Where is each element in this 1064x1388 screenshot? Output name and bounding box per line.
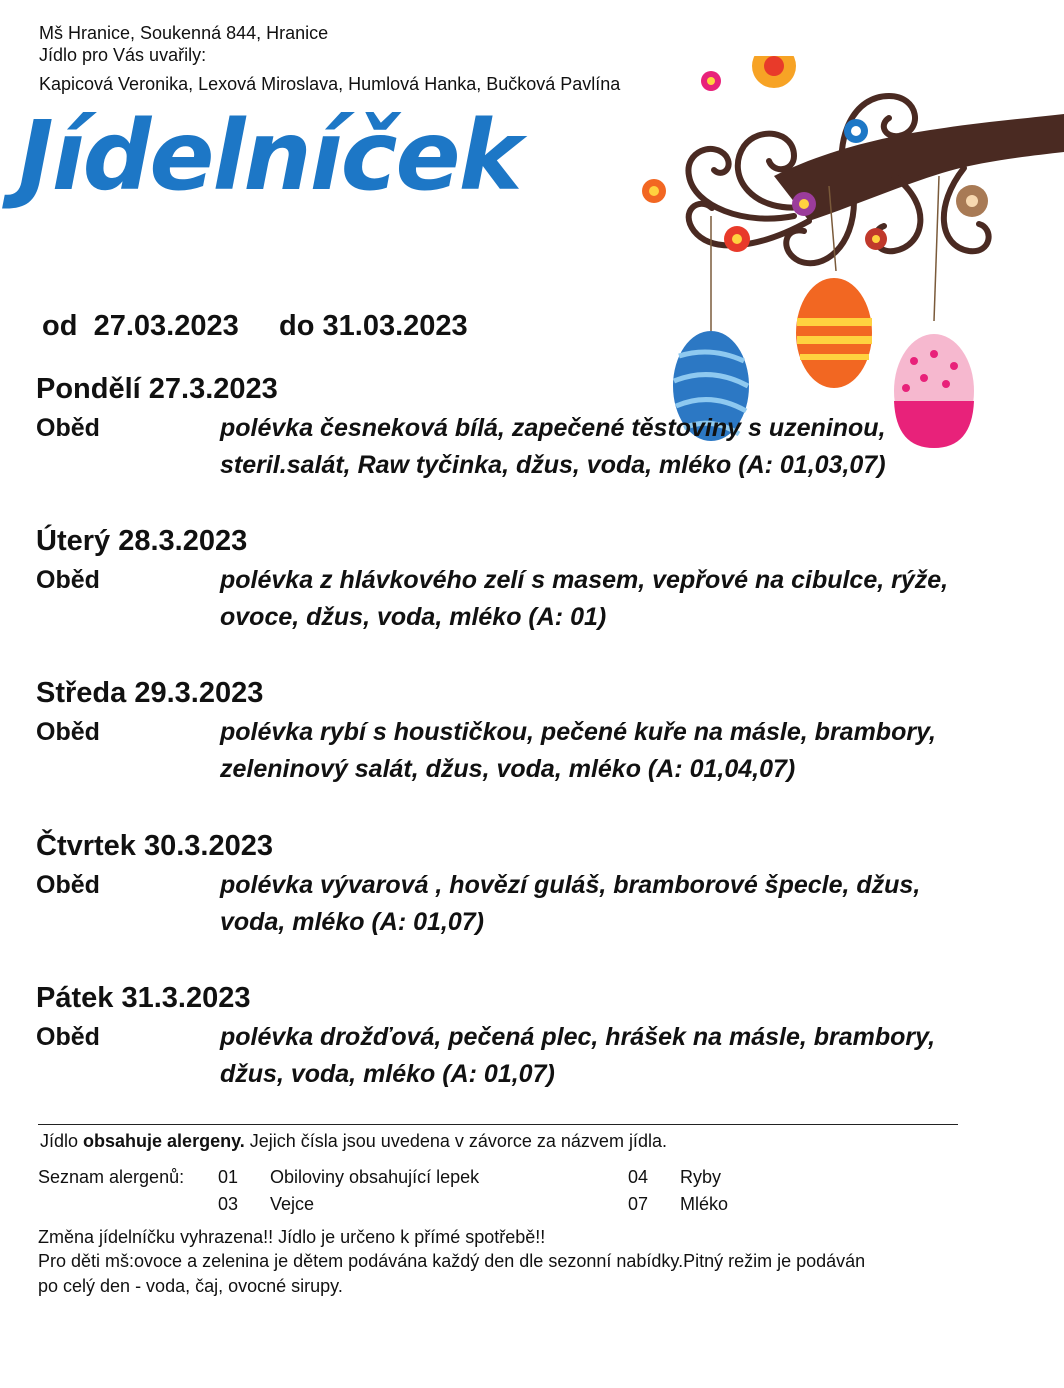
allergen-note-suffix: Jejich čísla jsou uvedena v závorce za názvem jídla. [244,1131,667,1151]
date-to-label: do [279,310,315,342]
meal-line1-friday: polévka drožďová, pečená plec, hrášek na másle, brambory, [220,1023,936,1051]
allergen-name: Mléko [680,1194,729,1214]
cooks-label: Jídlo pro Vás uvařily: [39,45,207,65]
divider [38,1124,958,1125]
date-from-label: od [42,310,78,342]
allergen-code: 03 [218,1194,239,1214]
date-to: 31.03.2023 [322,310,468,342]
meal-label-monday: Oběd [36,414,100,442]
allergen-name: Ryby [680,1167,722,1187]
allergen-note [40,1130,667,1152]
meal-line1-tuesday: polévka z hlávkového zelí s masem, vepřové na cibulce, rýže, [220,566,949,594]
footer-line1: Změna jídelníčku vyhrazena!! Jídlo je určeno k přímé spotřebě!! [38,1227,546,1247]
allergen-code: 01 [218,1167,239,1187]
footer-line2: Pro děti mš:ovoce a zelenina je dětem podávána každý den dle sezonní nabídky.Pitný režim je podáván [38,1251,866,1271]
allergen-code: 07 [628,1194,649,1214]
date-range [42,310,468,343]
allergen-list-label: Seznam alergenů: [38,1167,185,1187]
day-title-wednesday: Středa 29.3.2023 [36,677,264,709]
allergen-name: Obiloviny obsahující lepek [270,1167,480,1187]
day-title-monday: Pondělí 27.3.2023 [36,373,278,405]
meal-label-friday: Oběd [36,1023,100,1051]
meal-line1-thursday: polévka vývarová , hovězí guláš, bramborové špecle, džus, [220,871,921,899]
meal-line1-monday: polévka česneková bílá, zapečené těstoviny s uzeninou, [220,414,886,442]
allergen-code: 04 [628,1167,649,1187]
meal-label-tuesday: Oběd [36,566,100,594]
meal-line2-tuesday: ovoce, džus, voda, mléko (A: 01) [220,603,607,631]
meal-line2-thursday: voda, mléko (A: 01,07) [220,908,484,936]
school-address: Mš Hranice, Soukenná 844, Hranice [39,23,329,43]
date-from: 27.03.2023 [93,310,239,342]
day-title-tuesday: Úterý 28.3.2023 [36,525,248,557]
allergen-name: Vejce [270,1194,315,1214]
meal-line2-friday: džus, voda, mléko (A: 01,07) [220,1060,555,1088]
day-title-thursday: Čtvrtek 30.3.2023 [36,830,273,862]
page-title: Jídelníček [18,100,521,212]
day-title-friday: Pátek 31.3.2023 [36,982,251,1014]
meal-label-wednesday: Oběd [36,718,100,746]
meal-line1-wednesday: polévka rybí s houstičkou, pečené kuře na másle, brambory, [220,718,937,746]
meal-line2-wednesday: zeleninový salát, džus, voda, mléko (A: 01,04,07) [220,755,796,783]
allergen-note-bold: obsahuje alergeny. [83,1131,245,1151]
easter-branch-icon [634,56,1064,456]
footer-line3: po celý den - voda, čaj, ovocné sirupy. [38,1276,343,1296]
meal-label-thursday: Oběd [36,871,100,899]
meal-line2-monday: steril.salát, Raw tyčinka, džus, voda, mléko (A: 01,03,07) [220,451,886,479]
allergen-note-prefix: Jídlo [40,1131,84,1151]
cooks-names: Kapicová Veronika, Lexová Miroslava, Humlová Hanka, Bučková Pavlína [39,74,621,94]
